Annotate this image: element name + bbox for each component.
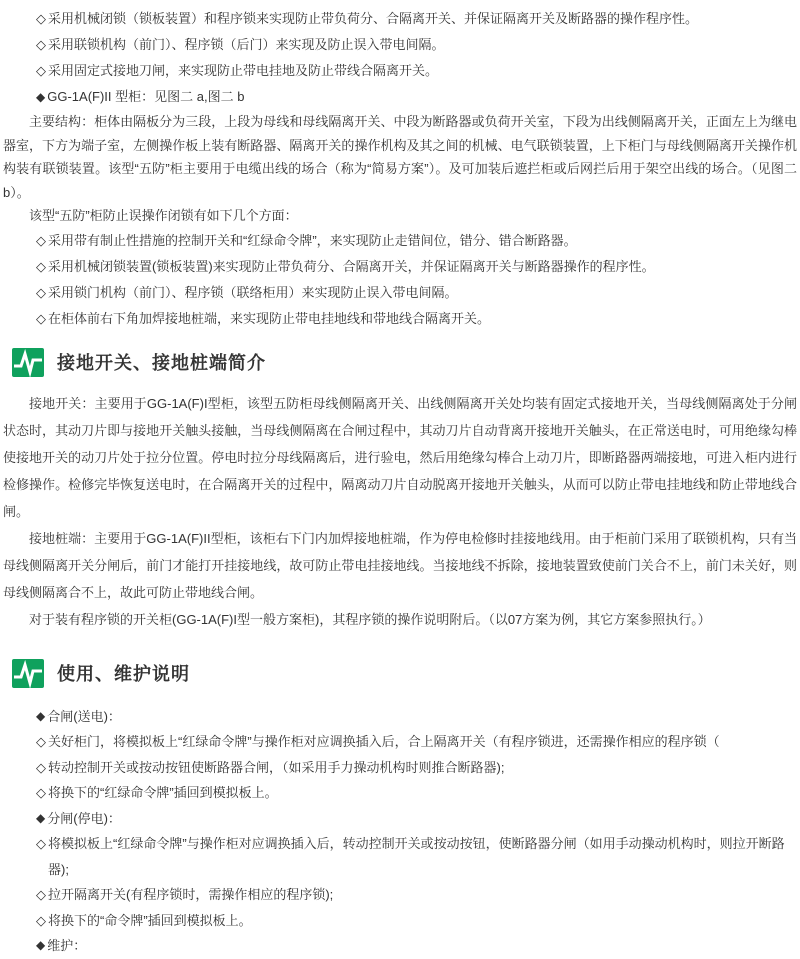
model-heading-text: GG-1A(F)II 型柜：见图二 a,图二 b — [47, 89, 245, 104]
ground-post-paragraph: 接地桩端：主要用于GG-1A(F)II型柜，该柜右下门内加焊接地桩端，作为停电检修时挂接地线用。由于柜前门采用了联锁机构，只有当母线侧隔离开关分闸后，前门才能打开挂接地线，故可防止带电挂接地线。当接地线不拆除，接地装置致使前门关合不上，前门未关好，则母线侧隔离合不上，故此可防止带地线合闸。 — [3, 530, 797, 600]
structure-paragraph: 主要结构：柜体由隔板分为三段，上段为母线和母线隔离开关、中段为断路器或负荷开关室，下段为出线侧隔离开关，正面左上为继电器室，下方为端子室，左侧操作板上装有断路器、隔离开关的操作机构及其之间的机械、电气联锁装置，上下柜门与母线侧隔离开关操作机构装有联锁装置。该型“五防”柜主要用于电缆出线的场合（称为“简易方案”）。及可加装后遮拦柜或后网拦后用于架空出线的场合。（见图二 b）。 — [3, 114, 797, 200]
open-diamond-marker: ◇ — [36, 887, 46, 902]
section-title: 使用、维护说明 — [57, 664, 190, 684]
list-item — [36, 908, 798, 934]
list-item — [36, 780, 798, 806]
filled-diamond-marker: ◆ — [36, 938, 46, 952]
list-item — [36, 933, 798, 959]
list-item — [36, 58, 798, 84]
list-item — [36, 280, 798, 306]
open-diamond-marker: ◇ — [36, 310, 46, 326]
item-text: 将换下的“命令牌”插回到模拟板上。 — [48, 912, 252, 928]
pulse-icon — [12, 348, 44, 377]
open-diamond-marker: ◇ — [36, 759, 46, 775]
prevention-intro-line: 该型“五防”柜防止误操作闭锁有如下几个方面： — [29, 208, 298, 223]
item-text: 关好柜门，将模拟板上“红绿命令牌”与操作柜对应调换插入后，合上隔离开关（有程序锁进，还需操作相应的程序锁（ — [48, 734, 720, 749]
open-diamond-marker: ◇ — [36, 63, 46, 78]
open-diamond-marker: ◇ — [36, 37, 46, 52]
item-text: 转动控制开关或按动按钮使断路器合闸，（如采用手力操动机构时则推合断路器); — [48, 759, 505, 775]
interlock-bullet-list — [2, 6, 798, 110]
item-text: 分闸(停电)： — [47, 810, 121, 826]
list-item — [36, 729, 798, 755]
section-header-usage — [12, 659, 798, 688]
open-diamond-marker: ◇ — [36, 785, 46, 800]
program-lock-paragraph: 对于装有程序锁的开关柜(GG-1A(F)I型一般方案柜)，其程序锁的操作说明附后。（以07方案为例，其它方案参照执行。） — [29, 611, 711, 627]
filled-diamond-marker: ◆ — [36, 810, 46, 825]
pulse-icon — [12, 659, 44, 688]
list-item — [36, 831, 798, 882]
filled-diamond-marker: ◆ — [36, 708, 46, 723]
section-header-grounding — [12, 348, 798, 377]
list-item — [36, 228, 798, 254]
ground-switch-paragraph: 接地开关：主要用于GG-1A(F)I型柜，该型五防柜母线侧隔离开关、出线侧隔离开关处均装有固定式接地开关，当母线侧隔离处于分闸状态时，其动刀片即与接地开关触头接触，当母线侧隔离在合闸过程中，其动刀片自动背离开接地开关触头，在正常送电时，可用绝缘勾棒使接地开关的动刀片处于拉分位置。停电时拉分母线隔离后，进行验电，然后用绝缘勾棒合上动刀片，即断路器两端接地，可进入柜内进行检修操作。检修完毕恢复送电时，在合隔离开关的过程中，隔离动刀片自动脱离开接地开关触头，从而可以防止带电挂地线和防止带地线合闸。 — [3, 395, 797, 519]
list-item — [36, 254, 798, 280]
list-item — [36, 32, 798, 58]
filled-diamond-marker: ◆ — [36, 90, 46, 104]
item-text: 合闸(送电)： — [47, 708, 121, 724]
open-diamond-marker: ◇ — [36, 734, 46, 749]
list-item — [36, 755, 798, 781]
bullet-text: 在柜体前右下角加焊接地桩端，来实现防止带电挂地线和带地线合隔离开关。 — [48, 310, 491, 326]
bullet-text: 采用机械闭锁（锁板装置）和程序锁来实现防止带负荷分、合隔离开关、并保证隔离开关及断路器的操作程序性。 — [48, 11, 699, 26]
operation-list — [2, 704, 798, 959]
item-text: 维护： — [47, 938, 87, 953]
list-item — [36, 306, 798, 332]
item-text: 将模拟板上“红绿命令牌”与操作柜对应调换插入后，转动控制开关或按动按钮，使断路器分闸（如用手动操动机构时，则拉开断路器); — [48, 836, 785, 877]
open-diamond-marker: ◇ — [36, 258, 46, 274]
open-diamond-marker: ◇ — [36, 11, 46, 26]
section-title: 接地开关、接地桩端简介 — [57, 353, 266, 373]
open-diamond-marker: ◇ — [36, 912, 46, 928]
bullet-text: 采用联锁机构（前门）、程序锁（后门）来实现及防止误入带电间隔。 — [48, 37, 445, 52]
list-item — [36, 882, 798, 908]
prevention-bullet-list — [2, 228, 798, 332]
list-item — [36, 704, 798, 730]
bullet-text: 采用机械闭锁装置(锁板装置)来实现防止带负荷分、合隔离开关，并保证隔离开关与断路器操作的程序性。 — [48, 258, 655, 274]
item-text: 将换下的“红绿命令牌”插回到模拟板上。 — [48, 785, 278, 800]
bullet-text: 采用带有制止性措施的控制开关和“红绿命令牌”，来实现防止走错间位，错分、错合断路器。 — [48, 232, 577, 248]
bullet-text: 采用锁门机构（前门）、程序锁（联络柜用）来实现防止误入带电间隔。 — [48, 284, 458, 300]
item-text: 拉开隔离开关(有程序锁时，需操作相应的程序锁); — [48, 887, 334, 902]
list-item — [36, 6, 798, 32]
list-item — [36, 806, 798, 832]
bullet-text: 采用固定式接地刀闸，来实现防止带电挂地及防止带线合隔离开关。 — [48, 63, 439, 78]
model-heading-line — [36, 84, 798, 110]
open-diamond-marker: ◇ — [36, 284, 46, 300]
open-diamond-marker: ◇ — [36, 836, 46, 851]
open-diamond-marker: ◇ — [36, 232, 46, 248]
